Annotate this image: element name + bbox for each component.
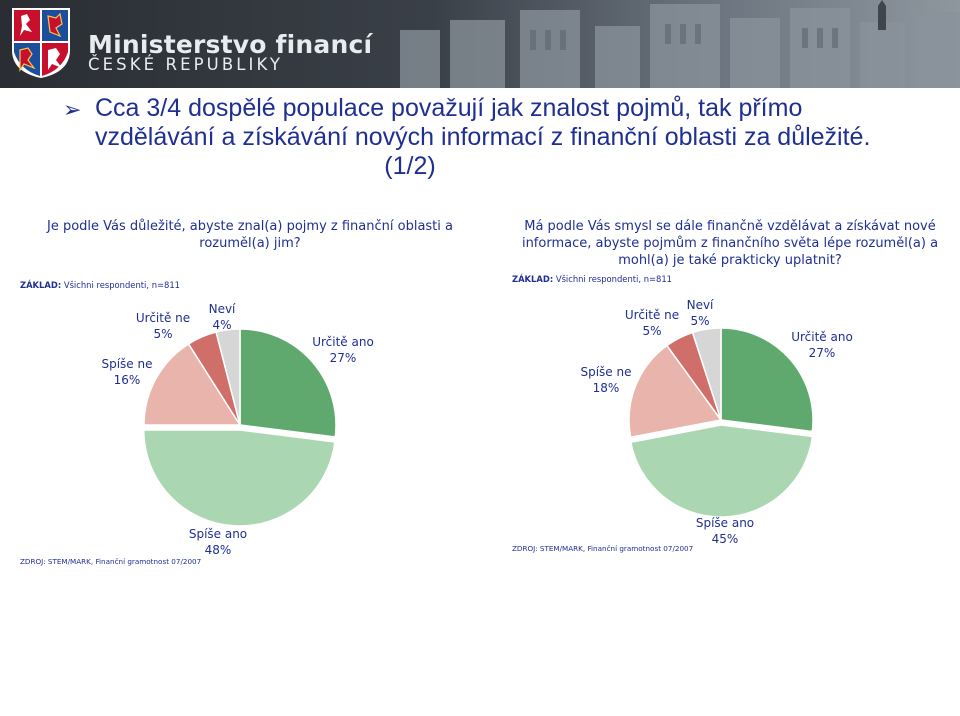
left-question: Je podle Vás důležité, abyste znal(a) pojmy z finanční oblasti a rozuměl(a) jim? [46, 219, 453, 251]
data-label-urcite-ano: Určitě ano 27% [312, 335, 374, 365]
data-label-nevi: Neví 5% [686, 298, 714, 328]
data-label-spise-ne: Spíše ne 16% [101, 357, 153, 387]
left-base-label: ZÁKLAD: [20, 280, 62, 290]
right-question: Má podle Vás smysl se dále finančně vzdělávat a získávat nové informace, abyste pojmům z finančního světa lépe rozuměl(a) a mohl(a) je také prakticky uplatnit? [521, 219, 939, 268]
left-source-note: ZDROJ: STEM/MARK, Finanční gramotnost 07/2007 [20, 557, 202, 566]
arrow-bullet-icon: ➢ [63, 97, 82, 122]
brand-name: Ministerstvo financí [88, 30, 373, 59]
data-label-urcite-ne: Určitě ne 5% [135, 311, 191, 341]
pie-slice-spise-ano [631, 425, 813, 517]
left-base-text: Všichni respondenti, n=811 [61, 280, 181, 290]
data-label-spise-ano: Spíše ano 48% [188, 527, 248, 557]
right-base-text: Všichni respondenti, n=811 [553, 274, 673, 284]
pie-slice-spise-ano [144, 430, 335, 526]
data-label-spise-ano: Spíše ano 45% [695, 516, 755, 546]
right-source-note: ZDROJ: STEM/MARK, Finanční gramotnost 07/2007 [512, 544, 694, 553]
data-label-nevi: Neví 4% [208, 302, 236, 332]
page-marker: (1/2) [384, 152, 436, 180]
data-label-spise-ne: Spíše ne 18% [580, 365, 632, 395]
data-label-urcite-ne: Určitě ne 5% [624, 308, 680, 338]
slide-title: Cca 3/4 dospělé populace považují jak znalost pojmů, tak přímo vzdělávání a získávání nových informací z finanční oblasti za důležité. [95, 94, 871, 151]
pie-chart-1 [101, 302, 373, 557]
pie-chart-2 [580, 298, 852, 546]
right-base-label: ZÁKLAD: [512, 274, 554, 284]
data-label-urcite-ano: Určitě ano 27% [791, 330, 853, 360]
brand-subtitle: ČESKÉ REPUBLIKY [88, 55, 284, 74]
